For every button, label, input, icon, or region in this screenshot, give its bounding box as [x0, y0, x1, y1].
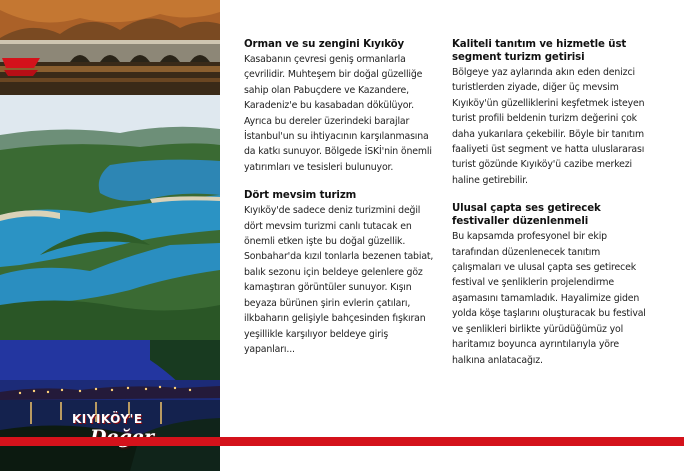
photo-river-bridge — [0, 0, 220, 95]
section-orman-ve-su — [244, 38, 436, 175]
logo-top-text: KIYIKÖY'E — [72, 412, 143, 426]
photo-strip — [0, 0, 220, 471]
section-kaliteli-tanitim — [452, 38, 648, 188]
section-body: Kasabanın çevresi geniş ormanlarla çevrilidir. Muhteşem bir doğal güzelliğe sahip olan Pabuçdere ve Kazandere, Karadeniz'e bu kasabadan dökülüyor. Ayrıca bu dereler üzerindeki barajlar İstanbul'un su ihtiyacının karşılanmasına da katkı sunuyor. Bölgede İSKİ'nin önemli yatırımları ve tesisleri bulunuyor. — [244, 54, 432, 173]
photo-forest-lake — [0, 95, 220, 340]
section-heading: Dört mevsim turizm — [244, 190, 357, 202]
section-heading: Orman ve su zengini Kıyıköy — [244, 39, 405, 50]
section-dort-mevsim — [244, 189, 436, 357]
section-body: Bu kapsamda profesyonel bir ekip tarafından düzenlenecek tanıtım çalışmaları ve ulusal çapta ses getirecek festival ve şenliklerin projelendirme aşamasını tamamladık. Hayalimize giden yolda köşe taşlarını oluşturacak bu festival ve şenlikleri birlikte yürüdüğümüz yol haritamız boyunca ayrıntılarıyla yöre halkına anlatacağız. — [452, 231, 646, 366]
left-text-column — [244, 38, 436, 357]
section-body: Kıyıköy'de sadece deniz turizmini değil dört mevsim turizmi canlı tutacak en önemli etken işte bu doğal güzellik. Sonbahar'da kızıl tonlarla bezenen tabiat, balık sezonu için beldeye gelenlere göz kamaştıran görüntüler sunuyor. Kışın beyaza bürünen şirin evlerin çatıları, ilkbaharın gelişiyle bahçesinden fışkıran yeşillikle karşılıyor beldeye giriş yapanları... — [244, 205, 434, 355]
right-text-column — [452, 38, 648, 368]
section-heading: Kaliteli tanıtım ve hizmetle üst segment turizm getirisi — [452, 39, 627, 63]
section-body: Bölgeye yaz aylarında akın eden denizci turistlerden ziyade, diğer üç mevsim Kıyıköy'ün güzelliklerini keşfetmek isteyen turist profili beldenin turizm değerini çok daha yukarılara çekebilir. Böyle bir tanıtım faaliyeti üst segment ve hatta uluslararası turist gözünde Kıyıköy'ü cazibe merkezi haline getirebilir. — [452, 67, 645, 186]
section-ulusal-festivaller — [452, 202, 648, 368]
kiyikoy-deger-logo — [62, 412, 162, 452]
section-heading: Ulusal çapta ses getirecek festivaller düzenlenmeli — [452, 203, 601, 228]
river-bridge-illustration — [0, 0, 220, 95]
forest-lake-illustration — [0, 95, 220, 340]
bottom-red-band — [0, 437, 684, 446]
